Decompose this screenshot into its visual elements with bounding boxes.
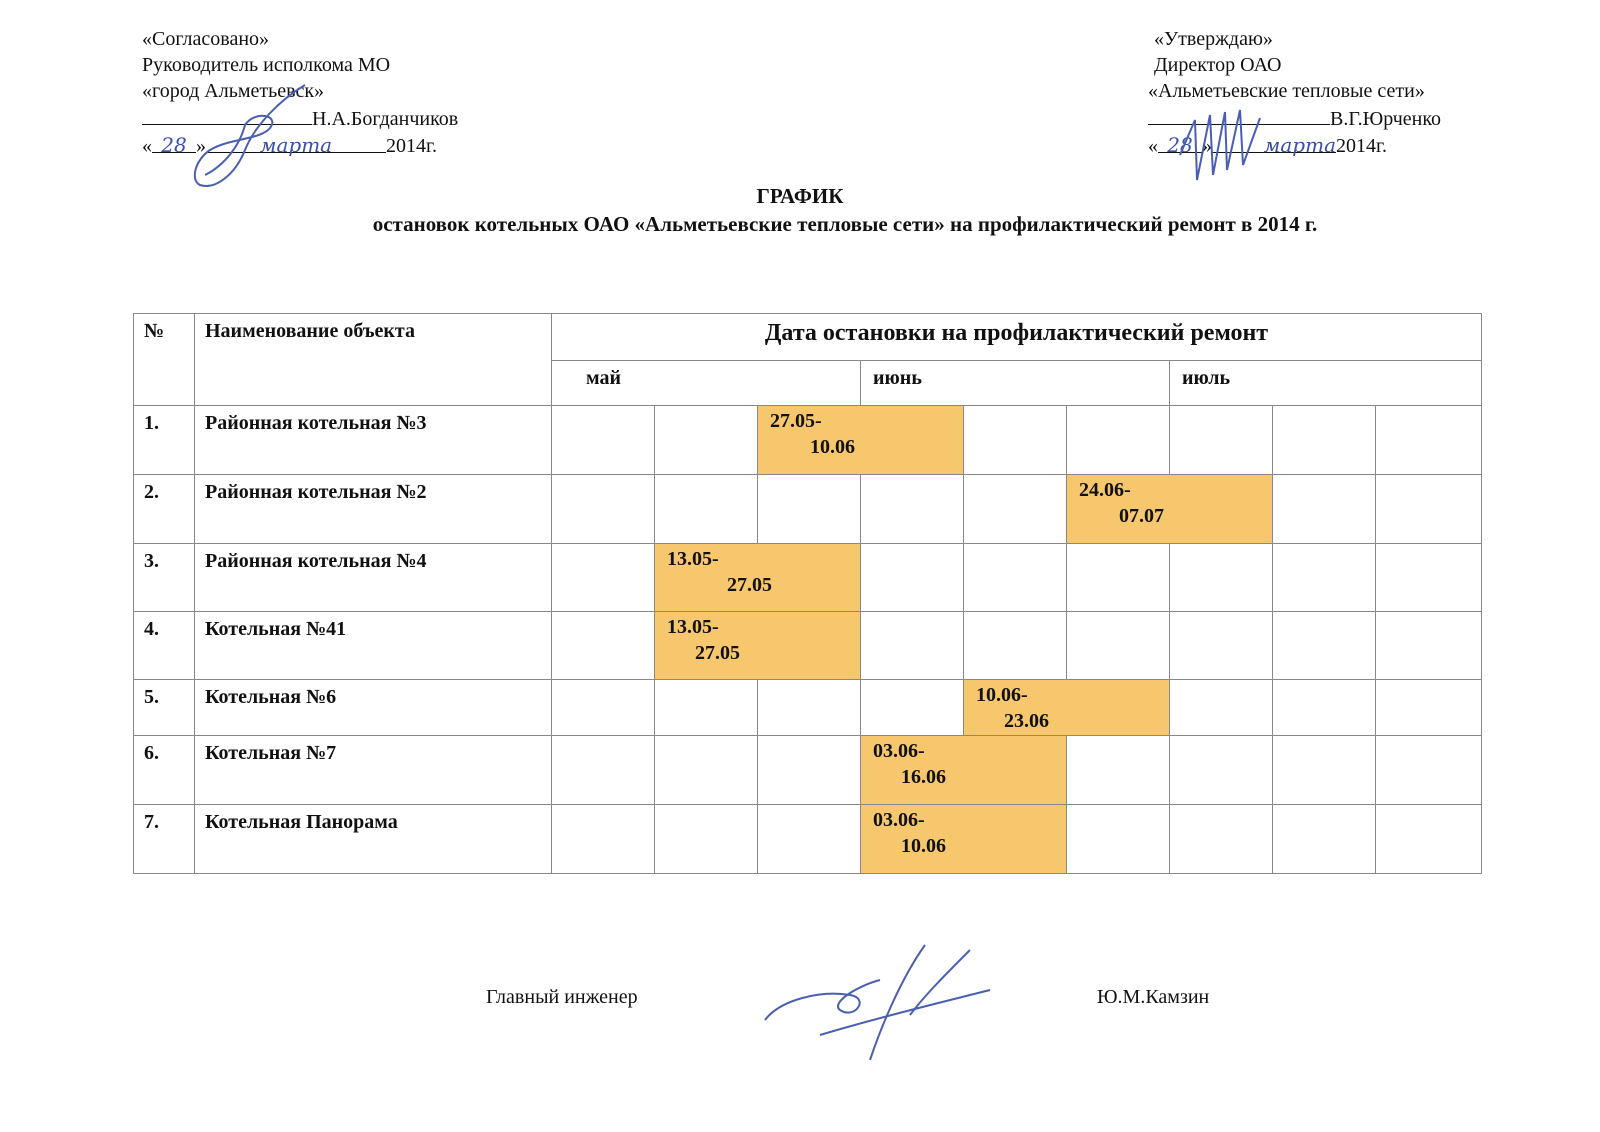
month-july: июль <box>1170 361 1482 406</box>
repair-period <box>1067 475 1273 544</box>
repair-period <box>964 680 1170 736</box>
month-may: май <box>552 361 861 406</box>
period-from: 03.06- <box>873 809 925 831</box>
schedule-table <box>133 313 1482 874</box>
approval-left-signer: Н.А.Богданчиков <box>312 108 459 130</box>
approval-right-heading: «Утверждаю» <box>1154 28 1273 50</box>
row-name: Котельная Панорама <box>195 805 552 874</box>
table-row <box>134 805 1482 874</box>
date-close-quote: » <box>196 135 206 157</box>
signature-footer-icon <box>760 940 1000 1070</box>
period-from: 13.05- <box>667 616 719 638</box>
row-num: 3. <box>134 544 195 612</box>
period-from: 24.06- <box>1079 479 1131 501</box>
date-open-quote: « <box>1148 135 1158 157</box>
footer-role: Главный инженер <box>486 986 638 1008</box>
repair-period <box>861 805 1067 874</box>
period-to: 16.06 <box>901 766 946 788</box>
date-year: 2014г. <box>1336 135 1387 157</box>
period-from: 03.06- <box>873 740 925 762</box>
period-from: 13.05- <box>667 548 719 570</box>
row-num: 5. <box>134 680 195 736</box>
approval-right-position-1: Директор ОАО <box>1154 54 1282 76</box>
approval-right-signer: В.Г.Юрченко <box>1330 108 1442 130</box>
title-line-1: ГРАФИК <box>756 184 844 208</box>
row-num: 4. <box>134 612 195 680</box>
period-from: 10.06- <box>976 684 1028 706</box>
document-title <box>0 182 1600 238</box>
period-to: 27.05 <box>727 574 772 596</box>
approval-left-position-1: Руководитель исполкома МО <box>142 54 391 76</box>
row-name: Районная котельная №4 <box>195 544 552 612</box>
signature-left-icon <box>185 80 365 195</box>
row-name: Котельная №7 <box>195 736 552 805</box>
row-num: 1. <box>134 406 195 475</box>
header-date: Дата остановки на профилактический ремонт <box>552 314 1482 361</box>
date-open-quote: « <box>142 135 152 157</box>
row-num: 7. <box>134 805 195 874</box>
period-from: 27.05- <box>770 410 822 432</box>
repair-period <box>655 612 861 680</box>
row-name: Районная котельная №2 <box>195 475 552 544</box>
row-name: Котельная №6 <box>195 680 552 736</box>
date-day: 28 <box>1167 133 1193 157</box>
period-to: 10.06 <box>810 436 855 458</box>
table-row <box>134 475 1482 544</box>
row-name: Котельная №41 <box>195 612 552 680</box>
period-to: 27.05 <box>695 642 740 664</box>
period-to: 23.06 <box>1004 710 1049 732</box>
header-name: Наименование объекта <box>195 314 552 406</box>
month-june: июнь <box>861 361 1170 406</box>
repair-period <box>861 736 1067 805</box>
header-num: № <box>134 314 195 406</box>
table-row <box>134 544 1482 612</box>
row-num: 6. <box>134 736 195 805</box>
approval-right-position-2: «Альметьевские тепловые сети» <box>1148 80 1425 102</box>
table-row <box>134 612 1482 680</box>
row-num: 2. <box>134 475 195 544</box>
date-month: марта <box>1263 133 1336 157</box>
table-header-row <box>134 314 1482 361</box>
date-month: марта <box>259 133 333 157</box>
table-row <box>134 680 1482 736</box>
signature-right-icon <box>1175 100 1285 190</box>
repair-period <box>758 406 964 475</box>
row-name: Районная котельная №3 <box>195 406 552 475</box>
table-row <box>134 736 1482 805</box>
period-to: 10.06 <box>901 835 946 857</box>
title-line-2: остановок котельных ОАО «Альметьевские тепловые сети» на профилактический ремонт в 2014 г. <box>372 212 1318 236</box>
repair-period <box>655 544 861 612</box>
approval-left-position-2: «город Альметьевск» <box>142 80 325 102</box>
date-close-quote: » <box>1202 135 1212 157</box>
table-row <box>134 406 1482 475</box>
date-day: 28 <box>161 133 187 157</box>
date-year: 2014г. <box>386 135 437 157</box>
footer-name: Ю.М.Камзин <box>1097 986 1210 1008</box>
approval-left-heading: «Согласовано» <box>142 28 270 50</box>
period-to: 07.07 <box>1119 505 1164 527</box>
